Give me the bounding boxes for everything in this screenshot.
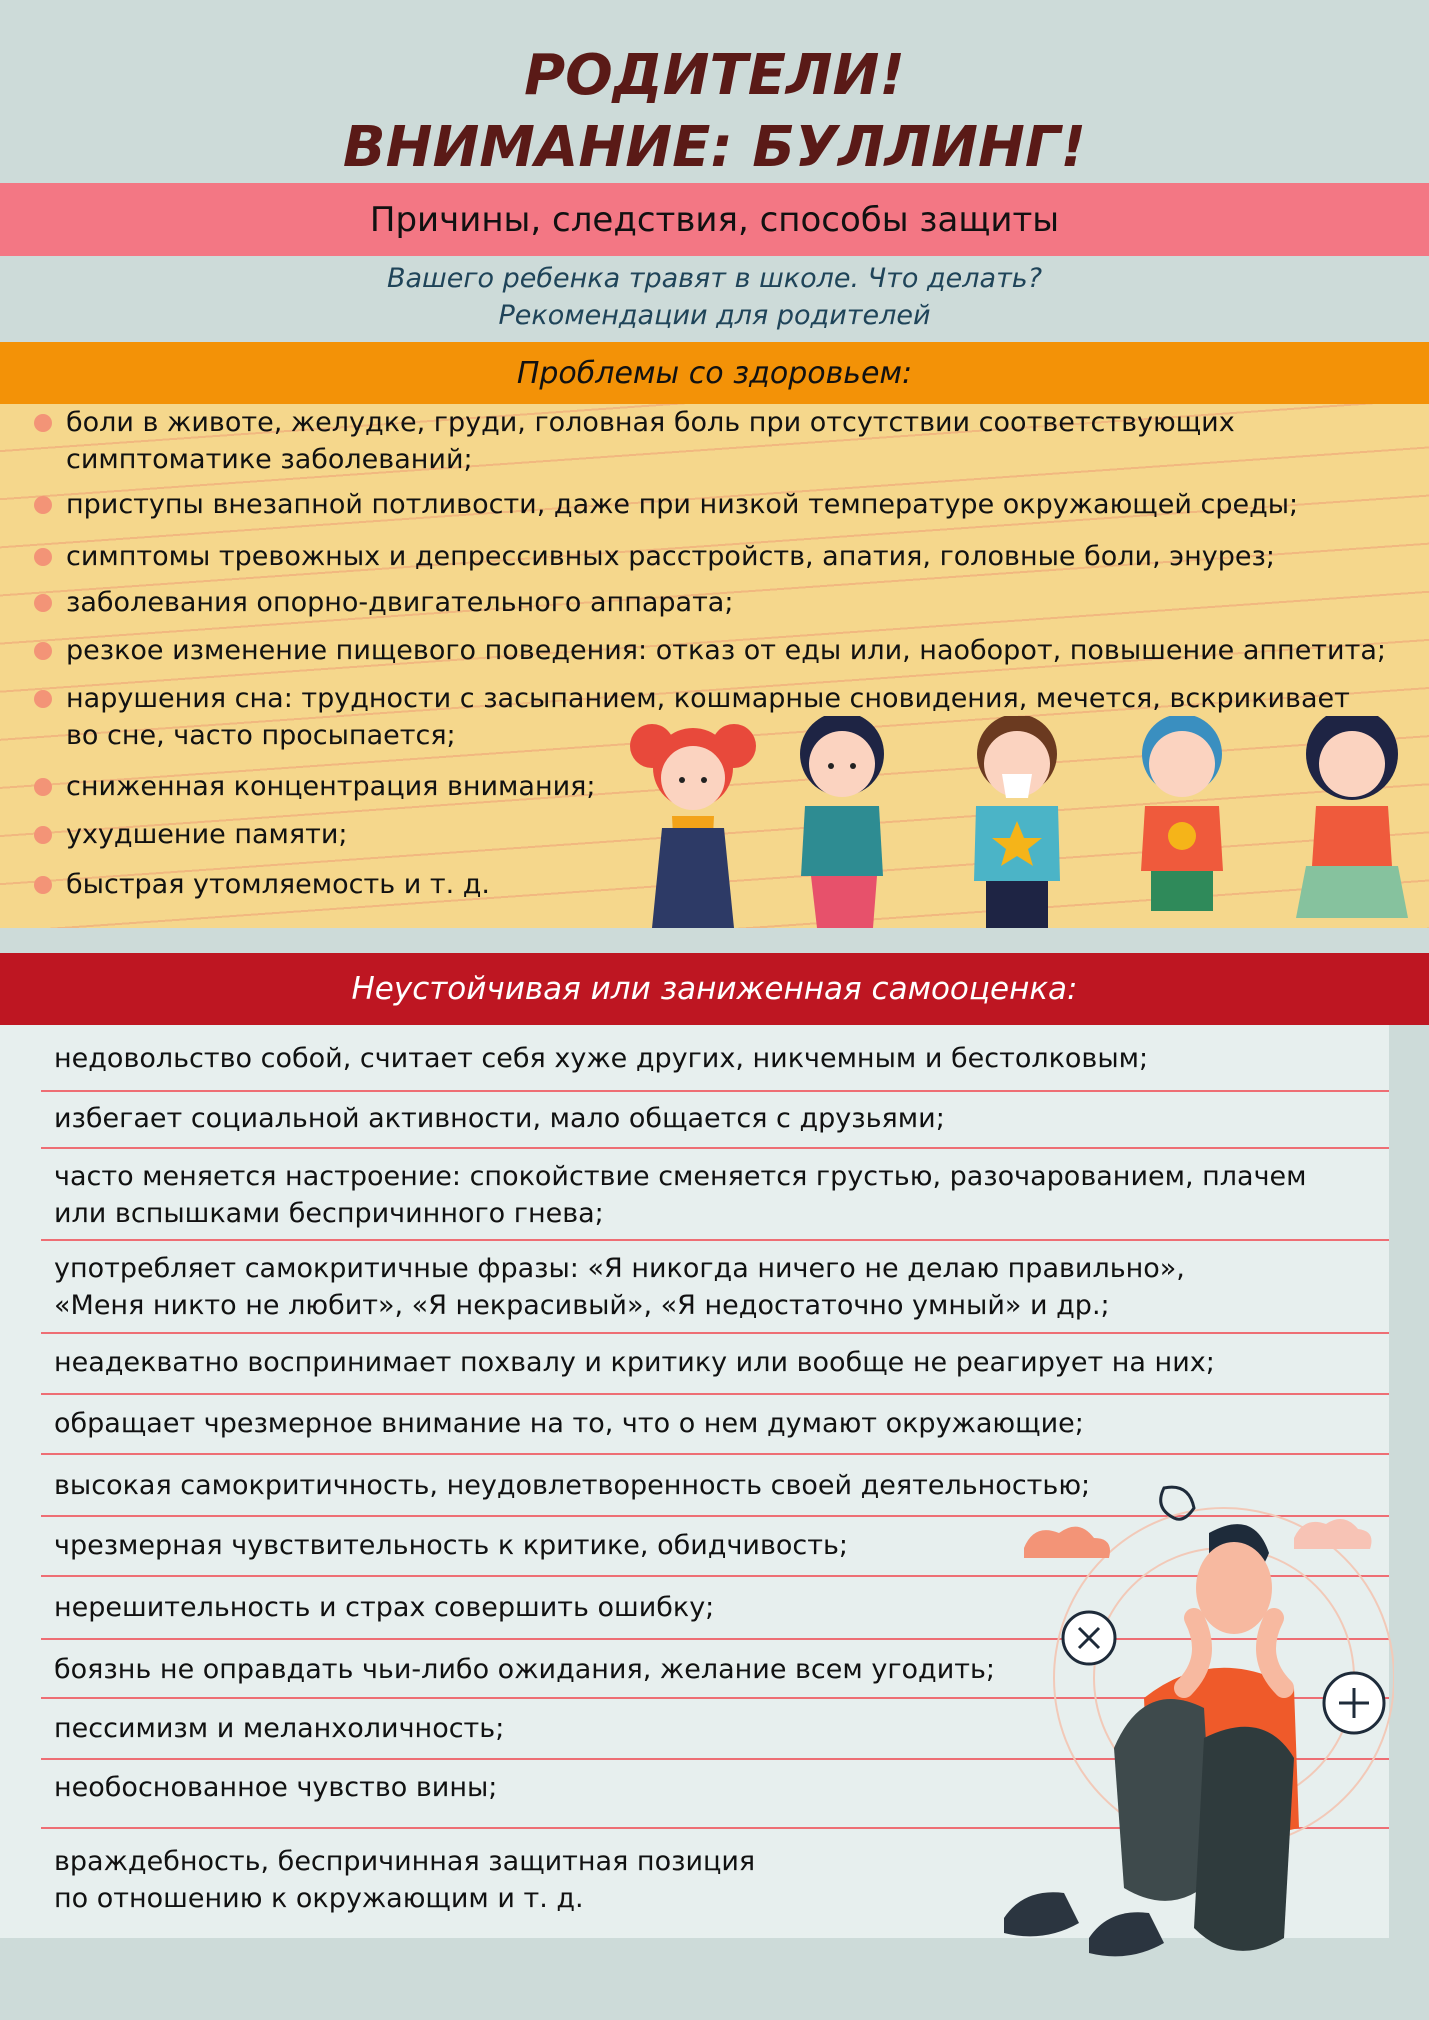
sick-children-illustration bbox=[612, 716, 1424, 928]
divider bbox=[41, 1393, 1389, 1395]
list-item: боязнь не оправдать чьи-либо ожидания, желание всем угодить; bbox=[54, 1654, 995, 1685]
health-heading: Проблемы со здоровьем: bbox=[516, 355, 913, 391]
title-line-2: ВНИМАНИЕ: БУЛЛИНГ! bbox=[342, 115, 1087, 180]
list-item: употребляет самокритичные фразы: «Я никогда ничего не делаю правильно», «Меня никто не любит», «Я некрасивый», «Я недостаточно умный» и др.; bbox=[54, 1253, 1185, 1321]
health-section bbox=[0, 404, 1429, 928]
bullet-dot bbox=[34, 496, 52, 514]
list-item: враждебность, беспричинная защитная позиция по отношению к окружающим и т. д. bbox=[54, 1846, 756, 1914]
list-item: избегает социальной активности, мало общается с друзьями; bbox=[54, 1103, 945, 1134]
list-item: сниженная концентрация внимания; bbox=[66, 768, 1416, 805]
subtitle-line-1: Вашего ребенка травят в школе. Что делать? bbox=[386, 263, 1043, 294]
child-red-hair bbox=[630, 724, 756, 928]
bullet-dot bbox=[34, 548, 52, 566]
bullet-dot bbox=[34, 876, 52, 894]
list-item: быстрая утомляемость и т. д. bbox=[66, 866, 1416, 903]
child-hugging-self bbox=[1296, 716, 1408, 918]
list-item: чрезмерная чувствительность к критике, обидчивость; bbox=[54, 1530, 848, 1561]
list-item: резкое изменение пищевого поведения: отказ от еды или, наоборот, повышение аппетита; bbox=[66, 632, 1416, 669]
list-item: боли в животе, желудке, груди, головная боль при отсутствии соответствующих симптоматике заболеваний; bbox=[66, 404, 1416, 478]
causes-band bbox=[0, 183, 1429, 256]
divider bbox=[41, 1332, 1389, 1334]
list-item: приступы внезапной потливости, даже при низкой температуре окружающей среды; bbox=[66, 486, 1416, 523]
bullet-dot bbox=[34, 778, 52, 796]
bullet-dot bbox=[34, 642, 52, 660]
list-item: пессимизм и меланхоличность; bbox=[54, 1713, 505, 1744]
poster-title bbox=[0, 40, 1429, 184]
child-headache bbox=[1141, 716, 1223, 911]
self-esteem-heading-band bbox=[0, 953, 1429, 1025]
health-heading-band bbox=[0, 342, 1429, 404]
list-item: симптомы тревожных и депрессивных расстройств, апатия, головные боли, энурез; bbox=[66, 538, 1416, 575]
list-item: недовольство собой, считает себя хуже других, никчемным и бестолковым; bbox=[54, 1043, 1149, 1074]
list-item: нерешительность и страх совершить ошибку; bbox=[54, 1592, 715, 1623]
subtitle bbox=[0, 258, 1429, 334]
list-item: ухудшение памяти; bbox=[66, 816, 1416, 853]
bullet-dot bbox=[34, 594, 52, 612]
divider bbox=[41, 1239, 1389, 1241]
bullet-dot bbox=[34, 690, 52, 708]
list-item: нарушения сна: трудности с засыпанием, кошмарные сновидения, мечется, вскрикивает во сне, часто просыпается; bbox=[66, 680, 1416, 754]
list-item: обращает чрезмерное внимание на то, что о нем думают окружающие; bbox=[54, 1408, 1084, 1439]
title-line-1: РОДИТЕЛИ! bbox=[524, 43, 905, 108]
causes-band-text: Причины, следствия, способы защиты bbox=[369, 199, 1060, 240]
subtitle-line-2: Рекомендации для родителей bbox=[498, 300, 931, 331]
self-esteem-heading: Неустойчивая или заниженная самооценка: bbox=[351, 971, 1078, 1007]
list-item: часто меняется настроение: спокойствие сменяется грустью, разочарованием, плачем или вспышками беспричинного гнева; bbox=[54, 1161, 1307, 1229]
bullet-dot bbox=[34, 826, 52, 844]
bullet-dot bbox=[34, 414, 52, 432]
list-item: необоснованное чувство вины; bbox=[54, 1772, 498, 1803]
list-item: высокая самокритичность, неудовлетворенность своей деятельностью; bbox=[54, 1470, 1091, 1501]
child-dark-hair bbox=[800, 716, 884, 928]
list-item: неадекватно воспринимает похвалу и критику или вообще не реагирует на них; bbox=[54, 1347, 1215, 1378]
divider bbox=[41, 1090, 1389, 1092]
divider bbox=[41, 1453, 1389, 1455]
child-sneezing bbox=[974, 716, 1060, 928]
distressed-boy-illustration bbox=[994, 1478, 1394, 1978]
divider bbox=[41, 1147, 1389, 1149]
list-item: заболевания опорно-двигательного аппарата; bbox=[66, 584, 1416, 621]
